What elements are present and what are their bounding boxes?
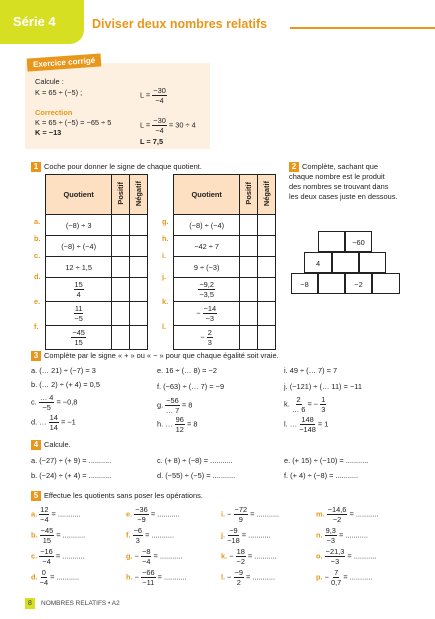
pyramid-cell[interactable] (372, 273, 400, 294)
negatif-checkbox[interactable] (258, 257, 276, 278)
positif-checkbox[interactable] (112, 215, 130, 236)
table-row (46, 278, 148, 302)
quotient-cell: 12 ÷ 1,5 (46, 257, 112, 278)
table-row (174, 215, 276, 236)
ex1-table-left (45, 174, 148, 350)
ex5-item: d. $\frac{0}{-4}$ = ........... (31, 568, 80, 587)
ex3-b: b. (… 2) ÷ (+ 4) = 0,5 (31, 380, 100, 389)
ex3-l: l. … $\frac{148}{-148}$ = 1 (284, 415, 329, 434)
table-row (46, 236, 148, 257)
ex2-instruction-2: chaque nombre est le produit (289, 172, 385, 181)
table-row (174, 302, 276, 326)
row-letter: f. (34, 322, 39, 331)
footer-text: NOMBRES RELATIFS • A2 (41, 600, 120, 607)
ex3-j: j. (−121) ÷ (… 11) = −11 (284, 382, 362, 391)
correction-l-result: L = 7,5 (140, 137, 164, 146)
example-k: K = 65 ÷ (−5) ; (35, 88, 83, 97)
pyramid-cell[interactable] (332, 252, 359, 273)
ex1-instruction: 1 Coche pour donner le signe de chaque quotient. (31, 162, 202, 172)
quotient-cell: (−8) ÷ (−4) (46, 236, 112, 257)
ex5-item: a. $\frac{12}{-4}$ = ........... (31, 505, 81, 524)
ex3-d: d. … $\frac{14}{14}$ = −1 (31, 413, 76, 432)
ex5-item: c. $\frac{-16}{-4}$ = ........... (31, 547, 85, 566)
ex5-item: k. − $\frac{18}{-2}$ = ........... (221, 547, 277, 566)
ex5-item: h. − $\frac{-66}{-11}$ = ........... (126, 568, 187, 587)
page-title: Diviser deux nombres relatifs (92, 17, 268, 31)
table-row (46, 215, 148, 236)
page-header (0, 0, 435, 44)
quotient-cell: −42 ÷ 7 (174, 236, 240, 257)
negatif-checkbox[interactable] (130, 278, 148, 302)
row-letter: h. (162, 234, 169, 243)
pyramid-cell[interactable] (318, 273, 345, 294)
positif-checkbox[interactable] (112, 257, 130, 278)
negatif-checkbox[interactable] (130, 302, 148, 326)
ex4-b: b. (−24) ÷ (+ 4) = ........... (31, 471, 112, 480)
header-quotient: Quotient (46, 175, 112, 215)
positif-checkbox[interactable] (240, 215, 258, 236)
ex3-i: i. 49 ÷ (… 7) = 7 (284, 366, 338, 375)
table-row (46, 302, 148, 326)
pyramid-cell[interactable] (318, 231, 345, 252)
negatif-checkbox[interactable] (258, 278, 276, 302)
ex3-a: a. (… 21) ÷ (−7) = 3 (31, 366, 96, 375)
ex5-item: m. $\frac{-14,6}{-2}$ = ........... (316, 505, 379, 524)
example-l: L = $\frac{-30}{-4}$ (140, 86, 166, 105)
ex5-item: f. $\frac{-6}{3}$ = ........... (126, 526, 175, 545)
row-letter: b. (34, 234, 41, 243)
header-quotient: Quotient (174, 175, 240, 215)
correction-k-result: K = −13 (35, 128, 62, 137)
negatif-checkbox[interactable] (258, 236, 276, 257)
ex5-item: n. $\frac{9,3}{-3}$ = ........... (316, 526, 368, 545)
header-negatif: Négatif (134, 180, 144, 207)
negatif-checkbox[interactable] (130, 257, 148, 278)
pyramid-cell: −60 (345, 231, 372, 252)
ex1-table-right (173, 174, 276, 350)
table-row (174, 257, 276, 278)
row-letter: j. (162, 272, 167, 281)
positif-checkbox[interactable] (240, 278, 258, 302)
correction-k: K = 65 ÷ (−5) = −65 ÷ 5 (35, 118, 112, 127)
row-letter: c. (34, 251, 41, 260)
row-letter: i. (162, 251, 167, 260)
positif-checkbox[interactable] (112, 326, 130, 350)
ex4-d: d. (−55) ÷ (−5) = ........... (157, 471, 236, 480)
negatif-checkbox[interactable] (130, 236, 148, 257)
row-letter: d. (34, 272, 41, 281)
positif-checkbox[interactable] (240, 302, 258, 326)
positif-checkbox[interactable] (112, 236, 130, 257)
quotient-cell: (−8) ÷ 3 (46, 215, 112, 236)
quotient-cell: $\frac{15}{4}$ (46, 278, 112, 302)
ex5-item: b. $\frac{-45}{15}$ = ........... (31, 526, 86, 545)
row-letter: a. (34, 217, 41, 226)
table-row (174, 326, 276, 350)
header-positif: Positif (116, 182, 126, 205)
ex3-g: g. $\frac{-56}{\dots 7}$ = 8 (157, 396, 193, 415)
ex4-e: e. (+ 15) ÷ (−10) = ........... (284, 456, 369, 465)
negatif-checkbox[interactable] (258, 215, 276, 236)
ex4-a: a. (−27) ÷ (+ 9) = ........... (31, 456, 112, 465)
ex5-instruction: 5 Effectue les quotients sans poser les opérations. (31, 491, 203, 501)
quotient-cell: (−8) ÷ (−4) (174, 215, 240, 236)
ex2-instruction: 2 Complète, sachant que (289, 162, 378, 172)
ex5-item: j. $\frac{-9}{-18}$ = ........... (221, 526, 271, 545)
positif-checkbox[interactable] (240, 326, 258, 350)
header-negatif: Négatif (262, 180, 272, 207)
ex4-f: f. (+ 4) ÷ (−8) = ........... (284, 471, 359, 480)
ex5-item: o. $\frac{-21,3}{-3}$ = ........... (316, 547, 377, 566)
negatif-checkbox[interactable] (130, 215, 148, 236)
ex4-c: c. (+ 8) ÷ (−8) = ........... (157, 456, 233, 465)
pyramid-cell[interactable] (359, 252, 386, 273)
ex3-instruction: 3 Complète par le signe « + » ou « − » pour que chaque égalité soit vraie. (31, 351, 279, 361)
row-letter: l. (162, 322, 167, 331)
ex5-item: e. $\frac{-36}{-9}$ = ........... (126, 505, 180, 524)
correction-l: L = $\frac{-30}{-4}$ = 30 ÷ 4 (140, 116, 196, 135)
quotient-cell: $\frac{-9,2}{-3,5}$ (174, 278, 240, 302)
positif-checkbox[interactable] (240, 236, 258, 257)
ex3-h: h. … $\frac{96}{12}$ = 8 (157, 415, 198, 434)
ex3-e: e. 16 ÷ (… 8) = −2 (157, 366, 217, 375)
ex5-item: g. − $\frac{-8}{-4}$ = ........... (126, 547, 183, 566)
row-letter: g. (162, 217, 169, 226)
positif-checkbox[interactable] (240, 257, 258, 278)
table-row (46, 257, 148, 278)
pyramid-cell: −2 (345, 273, 372, 294)
ex3-c: c. $\frac{\dots 4}{-5}$ = −0,8 (31, 393, 78, 412)
row-letter: e. (34, 297, 41, 306)
negatif-checkbox[interactable] (130, 326, 148, 350)
ex3-k: k. $\frac{2}{\dots 6}$ = − $\frac{1}{3}$ (284, 395, 326, 414)
quotient-cell: $\frac{-45}{15}$ (46, 326, 112, 350)
header-positif: Positif (244, 182, 254, 205)
ex2-instruction-4: les deux cases juste en dessous. (289, 192, 398, 201)
example-tag: Exercice corrigé (27, 53, 102, 71)
row-letter: k. (162, 297, 169, 306)
quotient-cell: − $\frac{-14}{-3}$ (174, 302, 240, 326)
pyramid-cell: 4 (304, 252, 332, 273)
table-row (46, 326, 148, 350)
ex2-instruction-3: des nombres se trouvant dans (289, 182, 389, 191)
quotient-cell: − $\frac{2}{3}$ (174, 326, 240, 350)
table-row (174, 278, 276, 302)
ex5-item: l. − $\frac{-9}{2}$ = ........... (221, 568, 275, 587)
page-number: 8 (25, 598, 35, 609)
quotient-cell: $\frac{11}{-5}$ (46, 302, 112, 326)
positif-checkbox[interactable] (112, 302, 130, 326)
correction-label: Correction (35, 108, 73, 117)
example-calcule: Calcule : (35, 77, 64, 86)
table-row (174, 236, 276, 257)
positif-checkbox[interactable] (112, 278, 130, 302)
negatif-checkbox[interactable] (258, 326, 276, 350)
ex4-instruction: 4 Calcule. (31, 440, 71, 450)
title-rule (290, 27, 435, 29)
pyramid-cell: −8 (291, 273, 318, 294)
ex5-item: p. − $\frac{7}{0,7}$ = ........... (316, 568, 373, 587)
negatif-checkbox[interactable] (258, 302, 276, 326)
ex3-f: f. (−63) ÷ (… 7) = −9 (157, 382, 225, 391)
ex5-item: i. − $\frac{-72}{9}$ = ........... (221, 505, 280, 524)
quotient-cell: 9 ÷ (−3) (174, 257, 240, 278)
serie-label: Série 4 (13, 14, 56, 29)
